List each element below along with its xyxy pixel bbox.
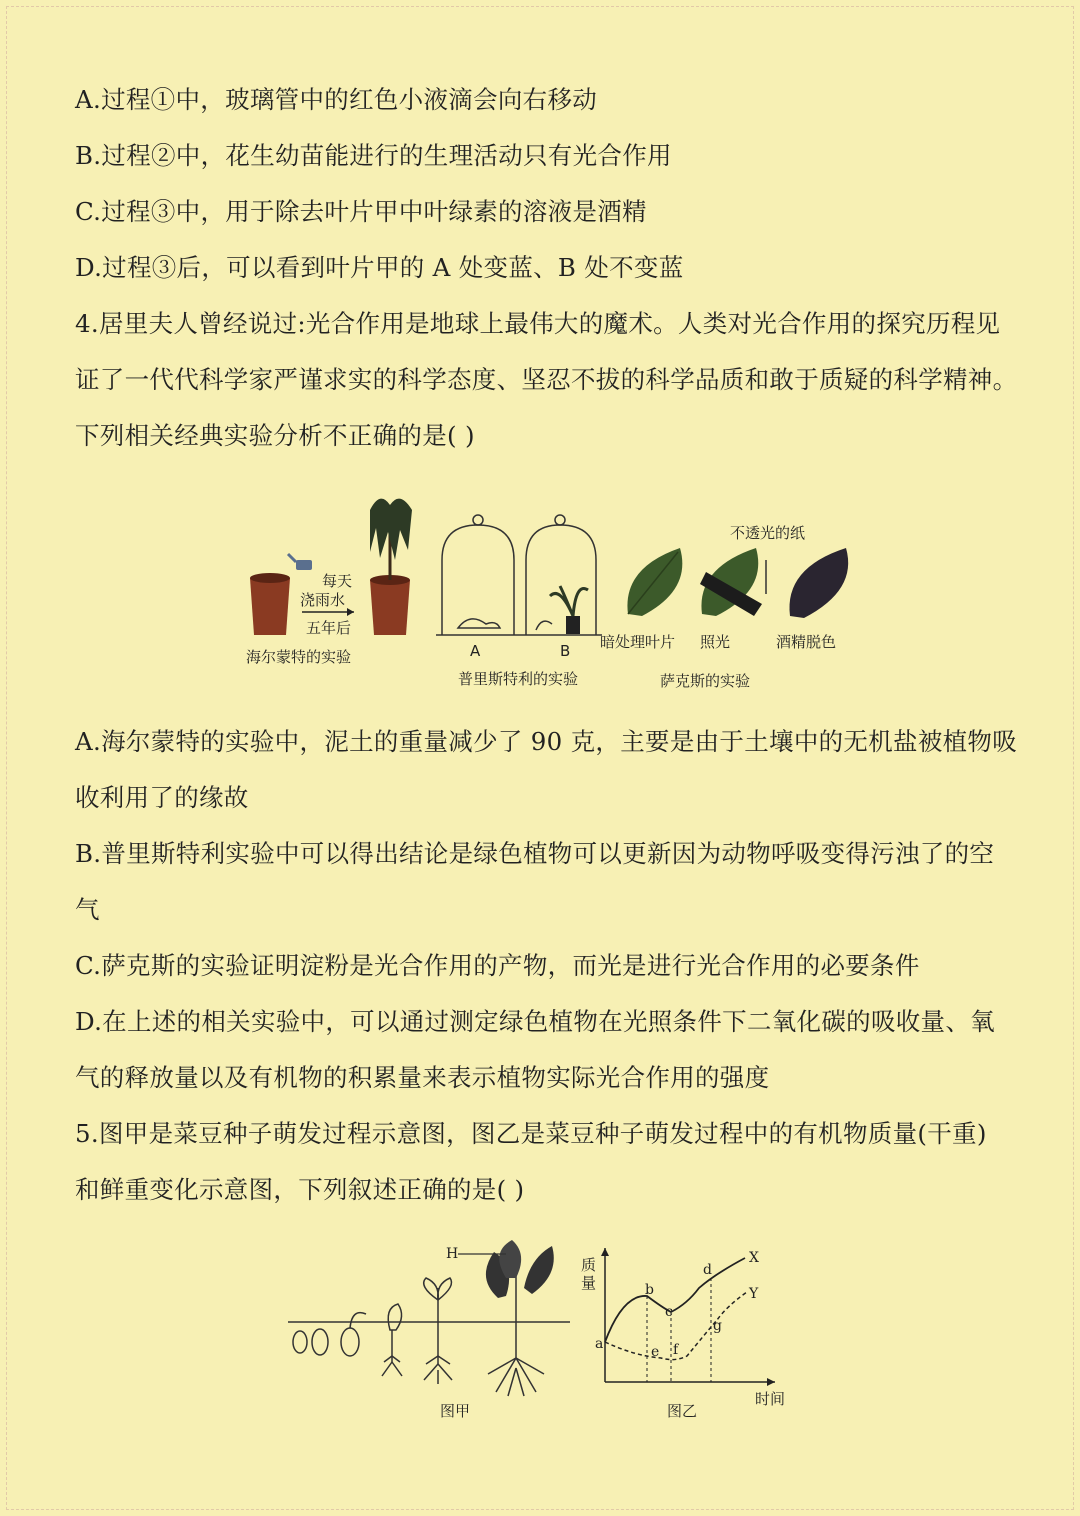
- sachs-leaf-decolored: [789, 548, 848, 618]
- sachs-step-1: 暗处理叶片: [600, 633, 676, 651]
- sachs-paper-label: 不透光的纸: [730, 524, 806, 542]
- point-f: f: [673, 1342, 679, 1358]
- sachs-step-2: 照光: [700, 633, 731, 651]
- q3-option-a: A.过程①中，玻璃管中的红色小液滴会向右移动: [75, 85, 598, 114]
- q5-stem-line-2: 和鲜重变化示意图，下列叙述正确的是( ): [75, 1175, 525, 1204]
- point-c: c: [665, 1304, 673, 1320]
- mouse-icon: [458, 619, 500, 628]
- point-b: b: [645, 1282, 654, 1298]
- point-g: g: [713, 1318, 722, 1334]
- q4-option-d-line-1: D.在上述的相关实验中，可以通过测定绿色植物在光照条件下二氧化碳的吸收量、氧: [75, 1007, 995, 1036]
- priestley-caption: 普里斯特利的实验: [458, 670, 579, 688]
- plant-in-jar-icon: [536, 586, 588, 634]
- q4-option-b-line-2: 气: [75, 895, 100, 924]
- helmont-caption: 海尔蒙特的实验: [246, 648, 352, 666]
- yi-caption: 图乙: [667, 1402, 698, 1420]
- curve-x: [605, 1258, 745, 1342]
- q4-option-a-line-1: A.海尔蒙特的实验中，泥土的重量减少了 90 克，主要是由于土壤中的无机盐被植物吸: [75, 727, 1018, 756]
- q4-option-d-line-2: 气的释放量以及有机物的积累量来表示植物实际光合作用的强度: [75, 1063, 770, 1092]
- q4-option-c: C.萨克斯的实验证明淀粉是光合作用的产物，而光是进行光合作用的必要条件: [75, 951, 920, 980]
- q4-stem-line-3: 下列相关经典实验分析不正确的是( ): [75, 421, 475, 450]
- q4-option-b-line-1: B.普里斯特利实验中可以得出结论是绿色植物可以更新因为动物呼吸变得污浊了的空: [75, 839, 995, 868]
- priestley-label-b: B: [560, 642, 571, 660]
- q4-stem-line-2: 证了一代代科学家严谨求实的科学态度、坚忍不拔的科学品质和敢于质疑的科学精神。: [75, 365, 1018, 394]
- q4-stem-line-1: 4.居里夫人曾经说过:光合作用是地球上最伟大的魔术。人类对光合作用的探究历程见: [75, 309, 1001, 338]
- point-e: e: [651, 1344, 660, 1360]
- sachs-leaf-covered: [700, 548, 766, 616]
- y-axis-label-1: 质: [581, 1256, 597, 1274]
- mature-plant-leaves: [486, 1240, 554, 1298]
- helmont-water-label-1: 每天: [322, 572, 353, 590]
- helmont-time-label: 五年后: [306, 619, 352, 637]
- x-axis-label: 时间: [755, 1390, 786, 1408]
- curve-x-label: X: [749, 1250, 759, 1266]
- curve-y-label: Y: [749, 1286, 759, 1302]
- q4-option-a-line-2: 收利用了的缘故: [75, 783, 249, 812]
- point-a: a: [595, 1336, 604, 1352]
- q5-mass-chart: [575, 1238, 805, 1428]
- sachs-step-3: 酒精脱色: [776, 633, 837, 651]
- sachs-leaf-dark: [627, 548, 682, 616]
- q3-option-c: C.过程③中，用于除去叶片甲中叶绿素的溶液是酒精: [75, 197, 647, 226]
- helmont-water-label-2: 浇雨水: [300, 591, 346, 609]
- guide-lines: [647, 1278, 711, 1382]
- q4-experiments-figure: [230, 490, 870, 700]
- helmont-small-pot: [250, 573, 290, 635]
- h-label: H: [446, 1246, 459, 1262]
- q5-germination-figure: [280, 1238, 580, 1428]
- q5-stem-line-1: 5.图甲是菜豆种子萌发过程示意图，图乙是菜豆种子萌发过程中的有机物质量(干重): [75, 1119, 987, 1148]
- jia-caption: 图甲: [440, 1402, 471, 1420]
- priestley-label-a: A: [470, 642, 481, 660]
- q3-option-d: D.过程③后，可以看到叶片甲的 A 处变蓝、B 处不变蓝: [75, 253, 684, 282]
- point-d: d: [703, 1262, 712, 1278]
- helmont-tree-pot: [370, 499, 412, 635]
- y-axis-label-2: 量: [581, 1274, 597, 1292]
- q3-option-b: B.过程②中，花生幼苗能进行的生理活动只有光合作用: [75, 141, 672, 170]
- sachs-caption: 萨克斯的实验: [660, 672, 751, 690]
- watering-can-icon: [288, 554, 312, 570]
